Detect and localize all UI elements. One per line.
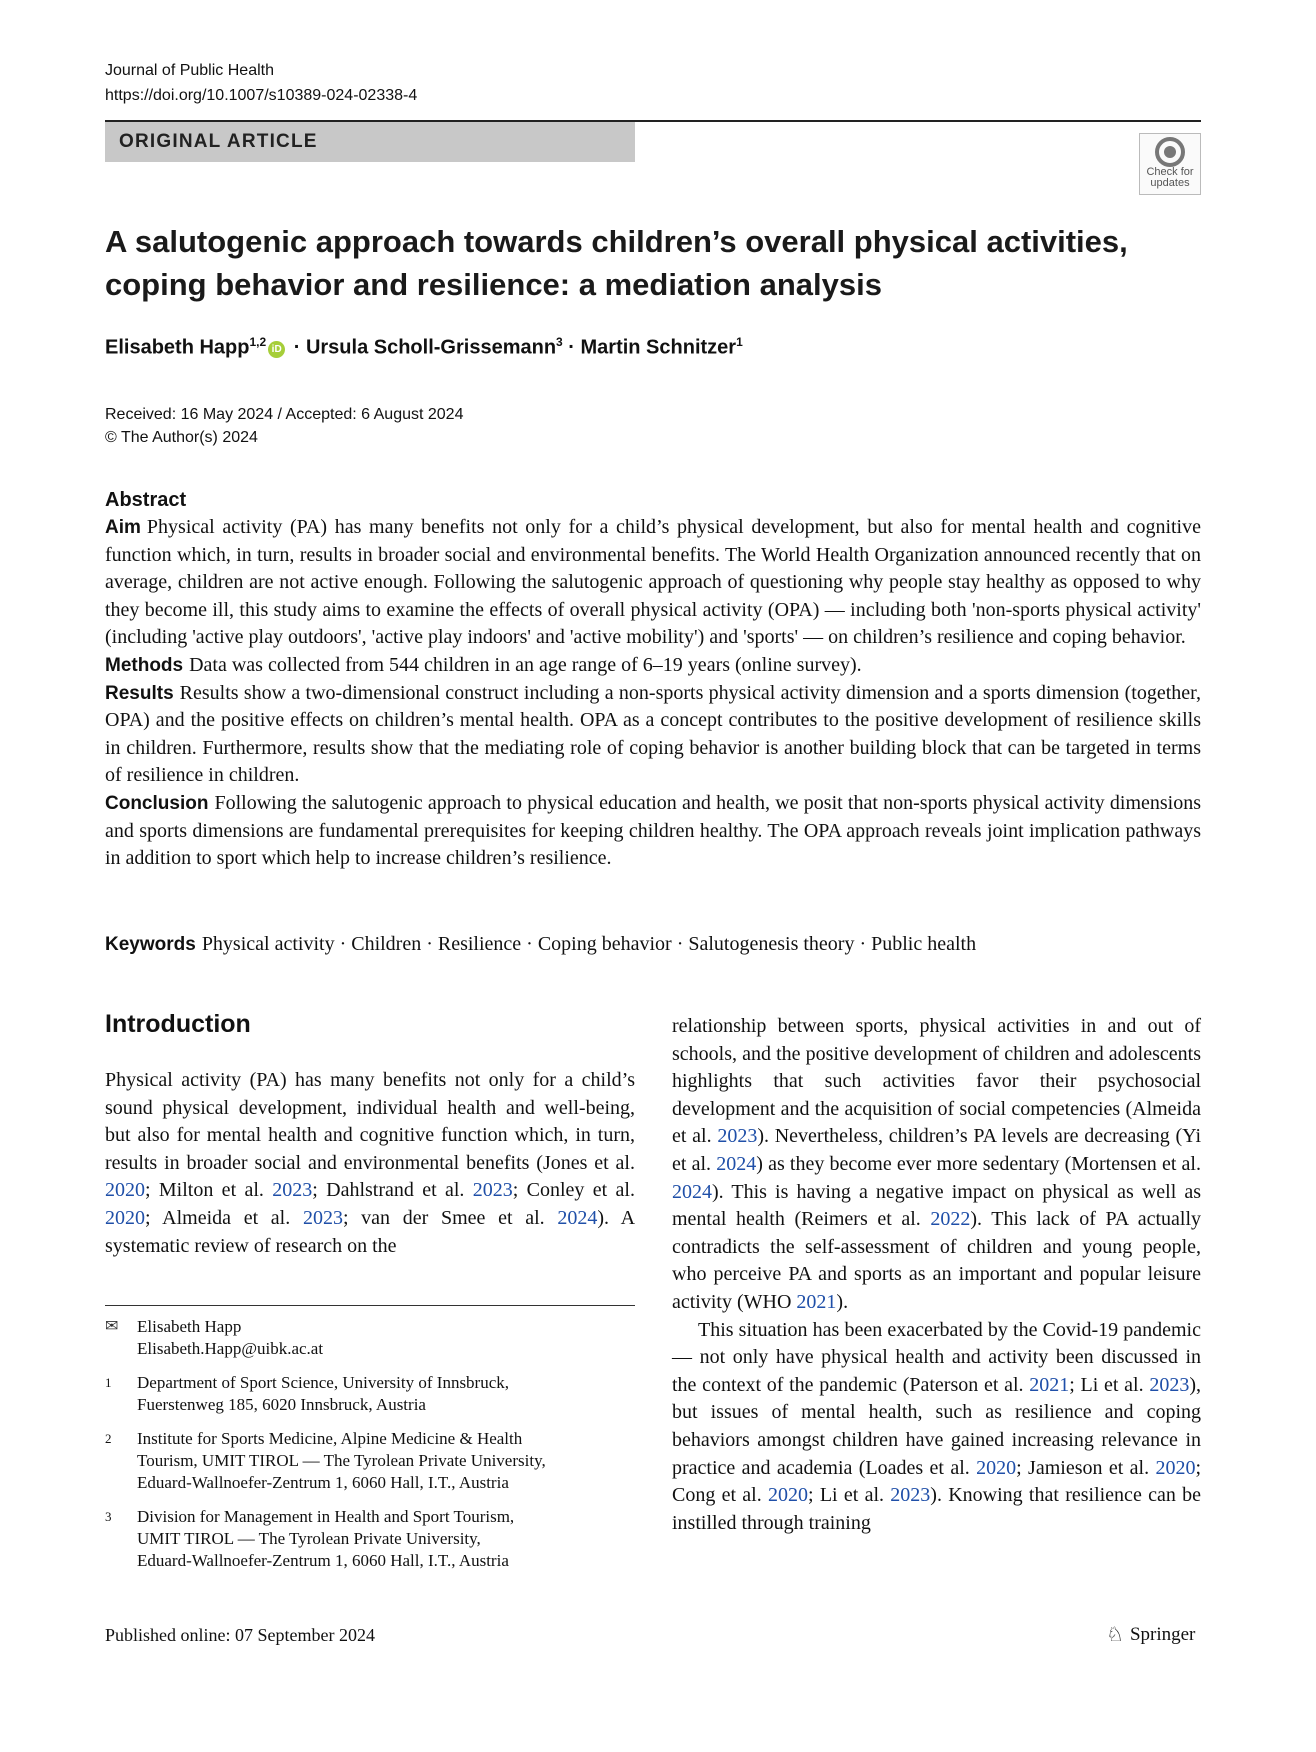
intro-paragraph-2: This situation has been exacerbated by the Covid-19 pandemic — not only have physical health and activity been discussed in the context of the pandemic (Paterson et al. 2021; Li et al. 2023), but issues of mental health, such as resilience and coping behaviors amongst children have gained increasing relevance in practice and academia (Loades et al. 2020; Jamieson et al. 2020; Cong et al. 2020; Li et al. 2023). Knowing that resilience can be instilled through training — [672, 1318, 1202, 1534]
article-type-label: ORIGINAL ARTICLE — [119, 131, 318, 152]
keywords-label: Keywords — [105, 934, 196, 955]
check-updates-line2: updates — [1150, 177, 1190, 189]
author-1-affil: 1,2 — [249, 335, 267, 349]
affiliation-1-line: Department of Sport Science, University of Innsbruck, — [137, 1373, 510, 1392]
orcid-icon[interactable]: iD — [268, 341, 285, 358]
citation-link[interactable]: 2022 — [930, 1208, 971, 1231]
affiliation-2-line: Tourism, UMIT TIROL — The Tyrolean Private University, — [137, 1451, 546, 1470]
affiliation-2 — [105, 1428, 635, 1494]
affiliation-3 — [105, 1506, 635, 1572]
results-label: Results — [105, 682, 174, 704]
citation-link[interactable]: 2023 — [890, 1484, 931, 1507]
citation-link[interactable]: 2024 — [557, 1206, 598, 1229]
doi-link[interactable]: https://doi.org/10.1007/s10389-024-02338-4 — [105, 87, 418, 104]
conclusion-text: Following the salutogenic approach to physical education and health, we posit that non-sports physical activity dimensions and sports dimensions are fundamental prerequisites for keeping children healthy. The OPA approach reveals joint implication pathways in addition to sport which help to increase children’s resilience. — [105, 791, 1201, 870]
publisher-name: Springer — [1129, 1623, 1196, 1645]
citation-link[interactable]: 2020 — [768, 1484, 809, 1507]
author-list — [105, 335, 743, 360]
crossmark-icon — [1155, 137, 1185, 167]
conclusion-label: Conclusion — [105, 792, 209, 814]
published-online: Published online: 07 September 2024 — [105, 1625, 375, 1645]
abstract-conclusion — [105, 790, 1201, 873]
springer-logo — [1106, 1622, 1195, 1647]
introduction-heading: Introduction — [105, 1010, 251, 1038]
abstract-methods — [105, 652, 1201, 680]
affiliation-1-line: Fuerstenweg 185, 6020 Innsbruck, Austria — [137, 1395, 426, 1414]
citation-link[interactable]: 2023 — [1149, 1373, 1190, 1396]
keywords — [105, 931, 1201, 958]
citation-link[interactable]: 2021 — [796, 1290, 837, 1313]
citation-link[interactable]: 2020 — [1155, 1456, 1196, 1479]
affiliation-3-line: Division for Management in Health and Sport Tourism, — [137, 1507, 515, 1526]
citation-link[interactable]: 2021 — [1029, 1373, 1070, 1396]
affiliation-2-line: Eduard-Wallnoefer-Zentrum 1, 6060 Hall, I.T., Austria — [137, 1473, 509, 1492]
abstract-results — [105, 680, 1201, 790]
citation-link[interactable]: 2020 — [105, 1179, 145, 1202]
contact-email[interactable]: Elisabeth.Happ@uibk.ac.at — [137, 1339, 324, 1358]
aim-text: Physical activity (PA) has many benefits not only for a child’s physical development, but also for mental health and cognitive function which, in turn, results in broader social and environmental benefits. The World Health Organization announced recently that on average, children are not active enough. Following the salutogenic approach of questioning why people stay healthy as opposed to why they become ill, this study aims to examine the effects of overall physical activity (OPA) — including both 'non-sports physical activity' (including 'active play outdoors', 'active play indoors' and 'active mobility') and 'sports' — on children’s resilience and coping behavior. — [105, 516, 1201, 649]
abstract-aim — [105, 514, 1201, 652]
citation-link[interactable]: 2023 — [717, 1125, 758, 1148]
title-line-1: A salutogenic approach towards children’s overall physical activities, — [105, 224, 1128, 259]
affiliation-1-number: 1 — [105, 1375, 112, 1390]
contact-name: Elisabeth Happ — [137, 1317, 242, 1336]
abstract-heading: Abstract — [105, 489, 187, 511]
article-type-badge — [105, 122, 635, 162]
intro-paragraph-1-cont: relationship between sports, physical activities in and out of schools, and the positive development of children and adolescents highlights that such activities favor their psychosocial development and the acquisition of social competencies (Almeida et al. 2023). Nevertheless, children’s PA levels are decreasing (Yi et al. 2024) as they become ever more sedentary (Mortensen et al. 2024). This is having a negative impact on physical as well as mental health (Reimers et al. 2022). This lack of PA actually contradicts the self-assessment of children and young people, who perceive PA and sports as an important and popular leisure activity (WHO 2021). — [672, 1015, 1201, 1313]
check-for-updates-button[interactable] — [1139, 133, 1201, 195]
article-title — [105, 220, 1205, 306]
springer-horse-icon: ♘ — [1106, 1624, 1124, 1646]
author-2[interactable]: Ursula Scholl-Grissemann — [305, 336, 557, 359]
check-updates-line1: Check for — [1146, 166, 1194, 178]
citation-link[interactable]: 2020 — [105, 1206, 145, 1229]
affiliation-1 — [105, 1372, 635, 1416]
affiliation-3-line: UMIT TIROL — The Tyrolean Private University, — [137, 1529, 481, 1548]
keywords-text: Physical activity · Children · Resilience · Coping behavior · Salutogenesis theory · Public health — [201, 933, 977, 955]
citation-link[interactable]: 2020 — [976, 1456, 1017, 1479]
methods-text: Data was collected from 544 children in an age range of 6–19 years (online survey). — [189, 653, 862, 676]
intro-right-column — [672, 1013, 1201, 1537]
aim-label: Aim — [105, 517, 141, 538]
footnote-rule — [105, 1305, 635, 1306]
results-text: Results show a two-dimensional construct including a non-sports physical activity dimension and a sports dimension (together, OPA) and the positive effects on children’s mental health. OPA as a concept contributes to the positive development of resilience skills in children. Furthermore, results show that the mediating role of coping behavior is another building block that can be targeted in terms of resilience in children. — [105, 681, 1201, 787]
intro-left-column — [105, 1067, 635, 1260]
abstract-section — [105, 487, 1201, 873]
received-accepted: Received: 16 May 2024 / Accepted: 6 August 2024 — [105, 406, 464, 423]
corresponding-author — [105, 1316, 635, 1360]
citation-link[interactable]: 2024 — [672, 1180, 712, 1203]
author-3-affil: 1 — [736, 335, 743, 349]
affiliation-2-number: 2 — [105, 1431, 112, 1446]
citation-link[interactable]: 2023 — [272, 1179, 313, 1202]
intro-paragraph-1: Physical activity (PA) has many benefits not only for a child’s sound physical development, individual health and well-being, but also for mental health and cognitive function which, in turn, results in broader social and environmental benefits (Jones et al. 2020; Milton et al. 2023; Dahlstrand et al. 2023; Conley et al. 2020; Almeida et al. 2023; van der Smee et al. 2024). A systematic review of research on the — [105, 1069, 636, 1257]
copyright: © The Author(s) 2024 — [105, 429, 258, 446]
author-2-affil: 3 — [556, 335, 563, 349]
methods-label: Methods — [105, 654, 184, 676]
footnotes — [105, 1316, 635, 1584]
journal-name: Journal of Public Health — [105, 62, 274, 79]
affiliation-3-number: 3 — [105, 1509, 112, 1524]
citation-link[interactable]: 2023 — [472, 1179, 513, 1202]
author-separator: · — [288, 336, 306, 359]
journal-header — [105, 58, 417, 108]
author-separator: · — [562, 336, 581, 359]
envelope-icon: ✉ — [105, 1318, 119, 1335]
citation-link[interactable]: 2023 — [302, 1206, 343, 1229]
publication-dates — [105, 403, 463, 449]
affiliation-3-line: Eduard-Wallnoefer-Zentrum 1, 6060 Hall, I.T., Austria — [137, 1551, 509, 1570]
title-line-2: coping behavior and resilience: a mediation analysis — [105, 267, 882, 302]
affiliation-2-line: Institute for Sports Medicine, Alpine Medicine & Health — [137, 1429, 523, 1448]
author-1[interactable]: Elisabeth Happ — [105, 336, 250, 359]
citation-link[interactable]: 2024 — [716, 1152, 757, 1175]
author-3[interactable]: Martin Schnitzer — [580, 336, 737, 359]
